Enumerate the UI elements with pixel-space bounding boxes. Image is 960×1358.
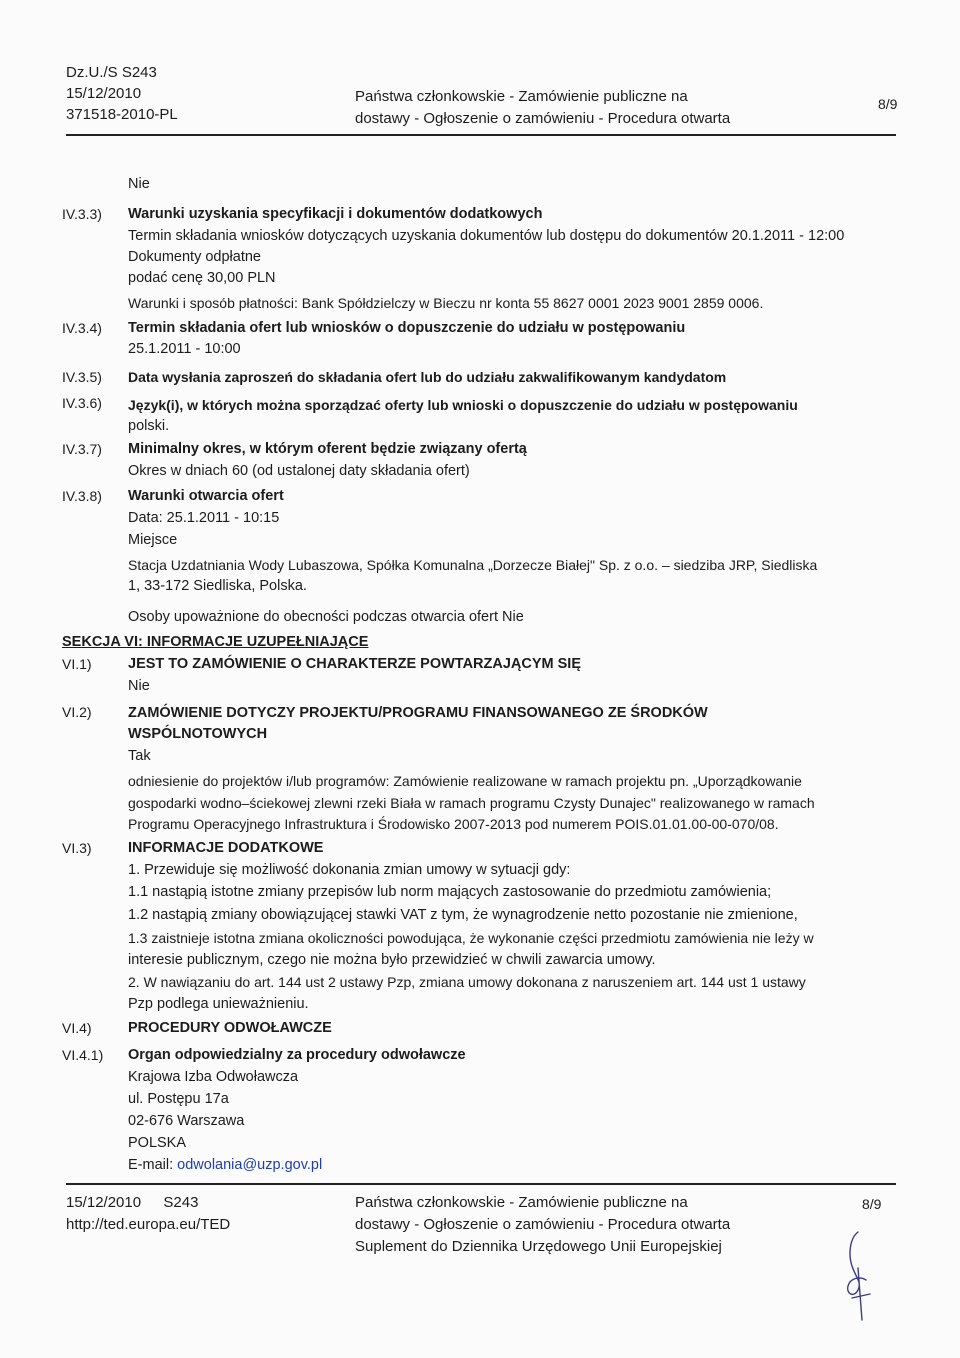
section-number: VI.1) [62, 656, 92, 672]
section-title: SEKCJA VI: INFORMACJE UZUPEŁNIAJĄCE [62, 634, 369, 650]
body-text: Dokumenty odpłatne [128, 249, 261, 265]
section-heading: Minimalny okres, w którym oferent będzie związany ofertą [128, 441, 527, 457]
body-text: Programu Operacyjnego Infrastruktura i Środowisko 2007-2013 pod numerem POIS.01.01.00-00-070/08. [128, 816, 779, 832]
section-heading: ZAMÓWIENIE DOTYCZY PROJEKTU/PROGRAMU FINANSOWANEGO ZE ŚRODKÓW [128, 705, 708, 721]
body-text: 02-676 Warszawa [128, 1113, 245, 1129]
section-heading: Warunki otwarcia ofert [128, 488, 284, 504]
footer-meta [66, 1192, 230, 1236]
section-number: VI.3) [62, 840, 92, 856]
section-heading: WSPÓLNOTOWYCH [128, 726, 268, 742]
body-text: Pzp podlega unieważnieniu. [128, 996, 309, 1012]
section-number: VI.2) [62, 704, 92, 720]
section-number: IV.3.4) [62, 320, 102, 336]
body-text: Osoby upoważnione do obecności podczas otwarcia ofert Nie [128, 609, 524, 625]
body-text: podać cenę 30,00 PLN [128, 270, 276, 286]
footer-page-number: 8/9 [862, 1196, 882, 1212]
footer-title [355, 1192, 730, 1258]
header-title-line2: dostawy - Ogłoszenie o zamówieniu - Procedura otwarta [355, 110, 731, 127]
body-text: Krajowa Izba Odwoławcza [128, 1069, 299, 1085]
body-text: 1.1 nastąpią istotne zmiany przepisów lub norm mających zastosowanie do przedmiotu zamówienia; [128, 884, 772, 900]
body-text: Stacja Uzdatniania Wody Lubaszowa, Spółka Komunalna „Dorzecze Białej" Sp. z o.o. – siedziba JRP, Siedliska [128, 557, 818, 573]
journal-ref: Dz.U./S S243 [66, 64, 157, 81]
body-text: odniesienie do projektów i/lub programów: Zamówienie realizowane w ramach projektu pn. „Uporządkowanie [128, 773, 802, 789]
body-text: Termin składania wniosków dotyczących uzyskania dokumentów lub dostępu do dokumentów 20.1.2011 - 12:00 [128, 228, 845, 244]
body-text: polski. [128, 418, 170, 434]
section-number: VI.4.1) [62, 1047, 104, 1063]
publication-date: 15/12/2010 [66, 85, 142, 102]
body-text: 1. Przewiduje się możliwość dokonania zmian umowy w sytuacji gdy: [128, 862, 571, 878]
answer-text: Nie [128, 176, 150, 192]
header-divider [66, 134, 896, 136]
email-label: E-mail: [128, 1157, 178, 1173]
section-number: IV.3.7) [62, 441, 102, 457]
header-meta [66, 62, 178, 125]
body-text: 1.2 nastąpią zmiany obowiązującej stawki VAT z tym, że wynagrodzenie netto pozostanie nie zmienione, [128, 907, 798, 923]
section-number: IV.3.3) [62, 206, 102, 222]
section-heading: JEST TO ZAMÓWIENIE O CHARAKTERZE POWTARZAJĄCYM SIĘ [128, 656, 582, 672]
section-heading: Język(i), w których można sporządzać oferty lub wnioski o dopuszczenie do udziału w postępowaniu [128, 397, 798, 413]
body-text: 1, 33-172 Siedliska, Polska. [128, 578, 307, 594]
body-text: Okres w dniach 60 (od ustalonej daty składania ofert) [128, 463, 470, 479]
body-text: Tak [128, 748, 151, 764]
section-heading: PROCEDURY ODWOŁAWCZE [128, 1020, 332, 1036]
section-number: IV.3.6) [62, 395, 102, 411]
footer-title-line3: Suplement do Dziennika Urzędowego Unii Europejskiej [355, 1238, 722, 1255]
header-title-line1: Państwa członkowskie - Zamówienie publiczne na [355, 88, 688, 105]
body-text: POLSKA [128, 1135, 187, 1151]
section-number: IV.3.8) [62, 488, 102, 504]
footer-title-line1: Państwa członkowskie - Zamówienie publiczne na [355, 1194, 688, 1211]
section-number: IV.3.5) [62, 369, 102, 385]
body-text: 25.1.2011 - 10:00 [128, 341, 241, 357]
body-text: Data: 25.1.2011 - 10:15 [128, 510, 280, 526]
section-heading: Warunki uzyskania specyfikacji i dokumentów dodatkowych [128, 206, 543, 222]
body-text: Miejsce [128, 532, 178, 548]
footer-title-line2: dostawy - Ogłoszenie o zamówieniu - Procedura otwarta [355, 1216, 731, 1233]
handwritten-signature [828, 1228, 888, 1324]
body-text: Warunki i sposób płatności: Bank Spółdzielczy w Bieczu nr konta 55 8627 0001 2023 9001 2859 0006. [128, 295, 764, 311]
header-title [355, 86, 730, 130]
body-text: ul. Postępu 17a [128, 1091, 229, 1107]
body-text: Nie [128, 678, 150, 694]
email-line [128, 1157, 322, 1173]
body-text: 2. W nawiązaniu do art. 144 ust 2 ustawy Pzp, zmiana umowy dokonana z naruszeniem art. 144 ust 1 ustawy [128, 974, 806, 990]
body-text: interesie publicznym, czego nie można było przewidzieć w chwili zawarcia umowy. [128, 952, 656, 968]
footer-url[interactable]: http://ted.europa.eu/TED [66, 1216, 231, 1233]
document-id: 371518-2010-PL [66, 106, 178, 123]
body-text: 1.3 zaistnieje istotna zmiana okoliczności powodująca, że wykonanie części przedmiotu zamówienia nie leży w [128, 930, 814, 946]
section-heading: INFORMACJE DODATKOWE [128, 840, 324, 856]
body-text: gospodarki wodno–ściekowej zlewni rzeki Biała w ramach programu Czysty Dunajec" realizowanego w ramach [128, 795, 815, 811]
footer-series: S243 [163, 1194, 199, 1211]
email-link[interactable]: odwolania@uzp.gov.pl [177, 1157, 323, 1173]
section-number: VI.4) [62, 1020, 92, 1036]
section-heading: Data wysłania zaproszeń do składania ofert lub do udziału zakwalifikowanym kandydatom [128, 369, 727, 385]
footer-divider [66, 1183, 896, 1185]
page-number: 8/9 [878, 96, 898, 112]
footer-date: 15/12/2010 [66, 1194, 142, 1211]
section-heading: Termin składania ofert lub wniosków o dopuszczenie do udziału w postępowaniu [128, 320, 686, 336]
section-heading: Organ odpowiedzialny za procedury odwoławcze [128, 1047, 466, 1063]
